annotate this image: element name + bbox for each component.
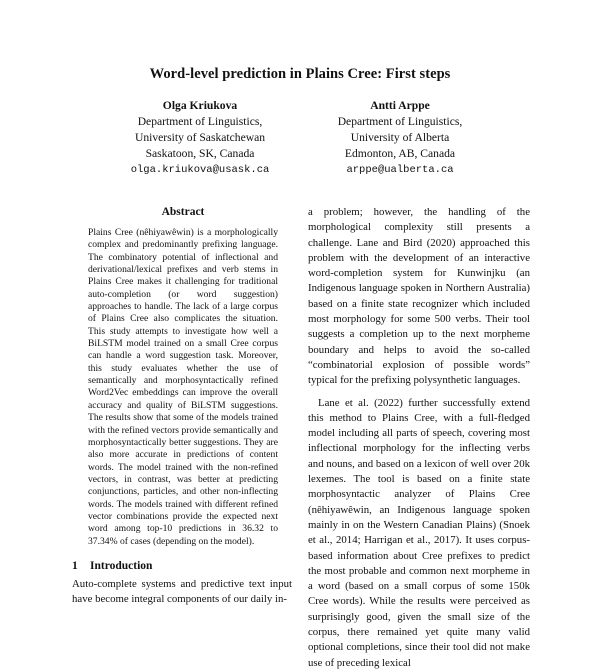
introduction-text: Auto-complete systems and predictive text input have become integral components of our daily in-	[72, 578, 292, 605]
paper-title: Word-level prediction in Plains Cree: First steps	[149, 66, 451, 82]
author-department: Department of Linguistics,	[337, 115, 463, 128]
section-heading	[72, 560, 152, 572]
author-institution: University of Alberta	[350, 131, 450, 144]
author-name: Olga Kriukova	[162, 99, 238, 112]
author-location: Saskatoon, SK, Canada	[145, 147, 255, 160]
author-email: olga.kriukova@usask.ca	[130, 164, 270, 176]
body-paragraph: Lane et al. (2022) further successfully extend this method to Plains Cree, with a full-fledged model including all parts of speech, covering most inflectional morphology for the inflecting verbs and nouns, and based on a lexicon of well over 20k lexemes. The tool is based on a finite state morphosyntactic analyzer of Plains Cree (nêhiyawêwin, an Indigenous language spoken mainly in on the Western Canadian Plains) (Snoek et al., 2014; Harrigan et al., 2017). It uses corpus-based information about Cree prefixes to predict the most probable and common next morpheme in a word (based on a small corpus of some 150k Cree words). While the results were perceived as surprisingly good, given the small size of the corpus, there remained yet quite many valid optional completions, since their tool did not make use of preceding lexical	[308, 396, 530, 669]
author-institution: University of Saskatchewan	[134, 131, 266, 144]
author-location: Edmonton, AB, Canada	[344, 147, 456, 160]
abstract-heading: Abstract	[161, 206, 205, 218]
abstract-text: Plains Cree (nêhiyawêwin) is a morphologically complex and predominantly prefixing language. The combinatory potential of inflectional and derivational/lexical prefixes and verb stems in Plains Cree makes it challenging for traditional auto-completion (or word suggestion) approaches to handle. The lack of a large corpus of Plains Cree also complicates the situation. This study attempts to investigate how well a BiLSTM model trained on a small Cree corpus can handle a word suggestion task. Moreover, this study evaluates whether the use of semantically and morphosyntactically refined Word2Vec embeddings can improve the overall accuracy and quality of BiLSTM suggestions. The results show that some of the models trained with the refined vectors provide semantically and morphosyntactically better suggestions. They are also more accurate in predictions of content words. The model trained with the non-refined vectors, in contrast, was better at predicting conjunctions, particles, and other non-inflecting words. The models trained with different refined vector combinations provide the expected next word among top-10 predictions in 36.32 to 37.34% of cases (depending on the model).	[88, 227, 278, 547]
section-number: 1	[72, 560, 78, 572]
author-email: arppe@ualberta.ca	[346, 164, 454, 176]
right-column	[308, 205, 530, 671]
author-block-2	[270, 98, 530, 178]
author-name: Antti Arppe	[370, 99, 430, 112]
author-department: Department of Linguistics,	[137, 115, 263, 128]
body-paragraph: a problem; however, the handling of the morphological complexity still presents a challenge. Lane and Bird (2020) approached this problem with the development of an interactive word-completion system for Kunwinjku (an Indigenous language spoken in Northern Australia) based on a finite state recognizer which included most morphology for some 500 verbs. Their tool suggests a completion up to the next morpheme boundary and helps to avoid the so-called “combinatorial explosion of possible words” typical for the prefixing polysynthetic languages.	[308, 206, 530, 387]
section-title: Introduction	[90, 560, 153, 572]
